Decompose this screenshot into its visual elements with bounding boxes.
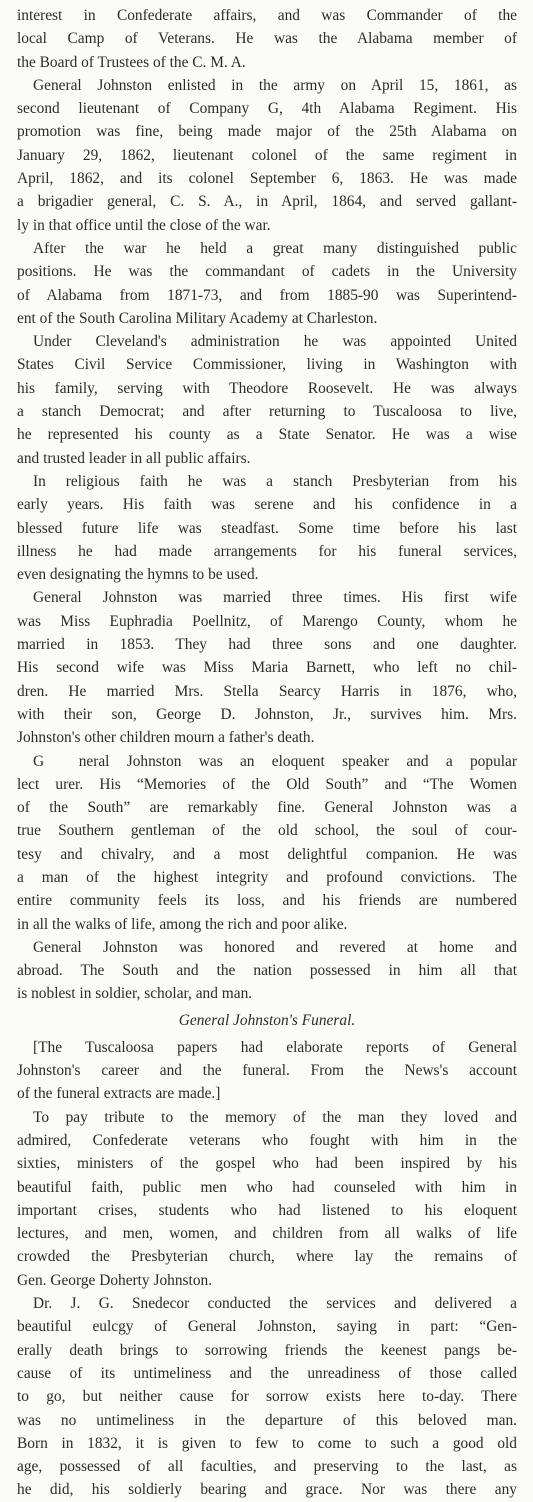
text-line: to go, but neither cause for sorrow exists here to-day. There xyxy=(17,1388,517,1406)
text-line: his family, serving with Theodore Roosevelt. He was always xyxy=(17,379,517,397)
text-line: even designating the hymns to be used. xyxy=(17,566,259,584)
paragraph xyxy=(17,1292,517,1502)
text-line: crowded the Presbyterian church, where lay the remains of xyxy=(17,1248,517,1266)
text-line: a stanch Democrat; and after returning to Tuscaloosa to live, xyxy=(17,403,517,421)
text-line: he did, his soldierly bearing and grace. Nor was there any xyxy=(17,1481,517,1499)
text-line: Johnston's career and the funeral. From the News's account xyxy=(17,1062,517,1080)
text-line: Born in 1832, it is given to few to come to such a good old xyxy=(17,1434,517,1452)
text-line: lectures, and men, women, and children from all walks of life xyxy=(17,1225,517,1243)
text-line: a man of the highest integrity and profound convictions. The xyxy=(17,868,517,886)
text-line: was no untimeliness in the departure of this beloved man. xyxy=(17,1411,517,1429)
text-line: beautiful eulcgy of General Johnston, saying in part: “Gen- xyxy=(17,1318,517,1336)
text-line: a brigadier general, C. S. A., in April, 1864, and served gallant- xyxy=(17,193,517,211)
text-line: entire community feels its loss, and his friends are numbered xyxy=(17,892,517,910)
text-line: blessed future life was steadfast. Some time before his last xyxy=(17,519,517,537)
text-line: April, 1862, and its colonel September 6, 1863. He was made xyxy=(17,170,517,188)
paragraph xyxy=(17,586,517,749)
text-line: After the war he held a great many distinguished public xyxy=(33,239,517,257)
paragraph xyxy=(17,936,517,1006)
text-line: promotion was fine, being made major of the 25th Alabama on xyxy=(17,123,517,141)
text-line: age, possessed of all faculties, and preserving to the last, as xyxy=(17,1458,517,1476)
text-line: married in 1853. They had three sons and one daughter. xyxy=(17,636,517,654)
text-line: illness he had made arrangements for his funeral services, xyxy=(17,542,517,560)
text-line: Under Cleveland's administration he was appointed United xyxy=(33,333,517,351)
text-line: in all the walks of life, among the rich and poor alike. xyxy=(17,915,348,933)
paragraph xyxy=(17,74,517,237)
text-line: true Southern gentleman of the old school, the soul of cour- xyxy=(17,822,517,840)
text-line: tesy and chivalry, and a most delightful companion. He was xyxy=(17,845,517,863)
text-line: General Johnston enlisted in the army on April 15, 1861, as xyxy=(33,76,517,94)
text-line: second lieutenant of Company G, 4th Alabama Regiment. His xyxy=(17,100,517,118)
text-line: early years. His faith was serene and his confidence in a xyxy=(17,496,517,514)
text-line: [The Tuscaloosa papers had elaborate reports of General xyxy=(33,1038,517,1056)
text-line: erally death brings to sorrowing friends the keenest pangs be- xyxy=(17,1341,517,1359)
paragraph xyxy=(17,750,517,936)
text-line: His second wife was Miss Maria Barnett, who left no chil- xyxy=(17,659,517,677)
text-line: positions. He was the commandant of cadets in the University xyxy=(17,263,517,281)
text-line: of the South” are remarkably fine. General Johnston was a xyxy=(17,799,517,817)
text-line: of the funeral extracts are made.] xyxy=(17,1085,221,1103)
text-line: was Miss Euphradia Poellnitz, of Marengo County, whom he xyxy=(17,612,517,630)
text-line: Johnston's other children mourn a father's death. xyxy=(17,729,315,747)
text-line: and trusted leader in all public affairs. xyxy=(17,449,251,467)
text-line: beautiful faith, public men who had counseled with him in xyxy=(17,1178,517,1196)
text-line: G neral Johnston was an eloquent speaker and a popular xyxy=(33,752,517,770)
text-line: In religious faith he was a stanch Presbyterian from his xyxy=(33,472,517,490)
text-line: he represented his county as a State Senator. He was a wise xyxy=(17,426,517,444)
text-line: States Civil Service Commissioner, living in Washington with xyxy=(17,356,517,374)
heading-text: General Johnston's Funeral. xyxy=(178,1011,356,1029)
text-line: sixties, ministers of the gospel who had been inspired by his xyxy=(17,1155,517,1173)
section-heading xyxy=(17,1006,517,1036)
paragraph xyxy=(17,4,517,74)
paragraph xyxy=(17,330,517,470)
text-line: ent of the South Carolina Military Academy at Charleston. xyxy=(17,309,378,327)
text-line: interest in Confederate affairs, and was Commander of the xyxy=(17,7,517,24)
text-line: of Alabama from 1871-73, and from 1885-90 was Superintend- xyxy=(17,286,517,304)
text-line: Gen. George Doherty Johnston. xyxy=(17,1271,213,1289)
text-line: ly in that office until the close of the war. xyxy=(17,216,271,234)
text-line: abroad. The South and the nation possessed in him all that xyxy=(17,962,517,980)
text-line: General Johnston was married three times. His first wife xyxy=(33,589,517,607)
text-line: cause of its untimeliness and the unreadiness of those called xyxy=(17,1364,517,1382)
text-line: is noblest in soldier, scholar, and man. xyxy=(17,985,253,1003)
text-line: General Johnston was honored and revered at home and xyxy=(33,938,517,956)
text-line: To pay tribute to the memory of the man they loved and xyxy=(33,1108,517,1126)
paragraph xyxy=(17,237,517,330)
paragraph xyxy=(17,1106,517,1292)
text-line: dren. He married Mrs. Stella Searcy Harris in 1876, who, xyxy=(17,682,517,700)
paragraph xyxy=(17,470,517,586)
text-line: January 29, 1862, lieutenant colonel of the same regiment in xyxy=(17,146,517,164)
text-line: admired, Confederate veterans who fought with him in the xyxy=(17,1131,517,1149)
text-line: Dr. J. G. Snedecor conducted the services and delivered a xyxy=(33,1295,517,1313)
paragraph xyxy=(17,1036,517,1106)
text-line: with their son, George D. Johnston, Jr., survives him. Mrs. xyxy=(17,705,517,723)
text-line: important crises, students who had listened to his eloquent xyxy=(17,1201,517,1219)
text-line: the Board of Trustees of the C. M. A. xyxy=(17,53,246,71)
text-line: lect urer. His “Memories of the Old South” and “The Women xyxy=(17,775,517,793)
text-line: local Camp of Veterans. He was the Alabama member of xyxy=(17,30,517,48)
